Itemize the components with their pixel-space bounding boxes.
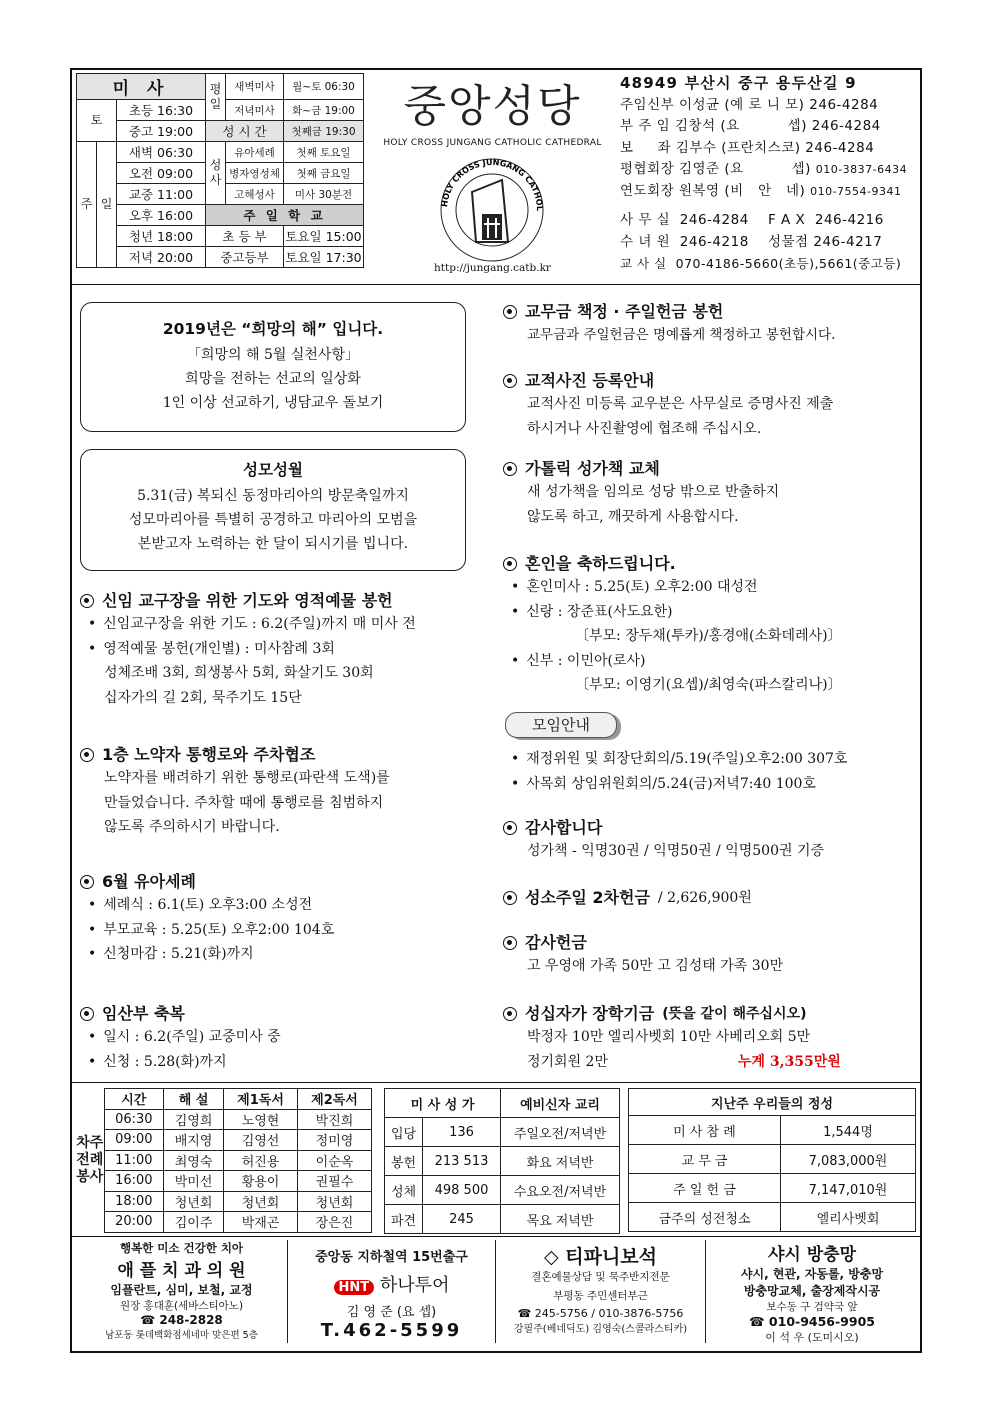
elder-section [80, 744, 480, 840]
collection-amount: / 2,626,900원 [657, 890, 752, 906]
table-row [76, 1191, 372, 1212]
duty-label: 차주전례봉사 [76, 1089, 104, 1233]
section-line: 〔부모: 이영기(요셉)/최영숙(파스칼리나)〕 [575, 677, 842, 693]
section-line: 박정자 10만 엘리사벳회 10만 사베리오회 5만 [527, 1029, 811, 1045]
cell: 입당 [385, 1118, 423, 1147]
ad-line: 임플란트, 심미, 보철, 교정 [110, 1283, 253, 1297]
ad-line: 행복한 미소 건강한 치아 [119, 1241, 244, 1255]
bullet-icon [503, 374, 517, 388]
cell: 09:00 [104, 1130, 164, 1151]
cell: 20:00 [104, 1212, 164, 1233]
staff-row: 평협회장 김영준 (요 셉) 010-3837-6434 [620, 161, 908, 177]
cell: 수요오전/저녁반 [501, 1176, 620, 1205]
section-title: 신임 교구장을 위한 기도와 영적예물 봉헌 [102, 591, 393, 610]
cell: 245 [423, 1205, 501, 1234]
cell: 파견 [385, 1205, 423, 1234]
sacrament-name: 유아세례 [226, 142, 284, 163]
cell: 498 500 [423, 1176, 501, 1205]
section-line: 고 우영애 가족 50만 고 김성태 가족 30만 [527, 958, 784, 974]
hope-line: 「희망의 해 5월 실천사항」 [187, 347, 359, 363]
weekday-label: 평일 [206, 74, 226, 121]
cell: 김이주 [164, 1212, 224, 1233]
sacrament-label: 성사 [206, 142, 226, 205]
divider [70, 284, 922, 285]
cell: 11:00 [104, 1150, 164, 1171]
cell: 주 일 헌 금 [629, 1174, 781, 1203]
cell: 청년회 [298, 1191, 372, 1212]
section-title: 가톨릭 성가책 교체 [525, 459, 660, 478]
sat-mass-2: 중고 19:00 [117, 121, 206, 142]
section-line: • 일시 : 6.2(주일) 교중미사 중 [80, 1025, 480, 1050]
ad-jewelry-title [496, 1242, 705, 1269]
section-title: 임산부 축복 [102, 1004, 185, 1023]
section-line: • 부모교육 : 5.25(토) 오후2:00 104호 [80, 918, 480, 943]
duty-header: 해 설 [164, 1089, 224, 1110]
cell: 7,147,010원 [781, 1174, 916, 1203]
ad-line: 방충망교체, 출장제작시공 [743, 1284, 881, 1298]
sacrament-time: 미사 30분전 [284, 184, 364, 205]
divider [70, 1082, 922, 1083]
address: 48949 부산시 중구 용두산길 9 [620, 74, 857, 92]
sunday-school-header: 주 일 학 교 [206, 205, 364, 226]
ad-travel [288, 1240, 496, 1343]
sun-mass-3: 교중 11:00 [117, 184, 206, 205]
holy-hour-name: 성 시 간 [206, 121, 284, 142]
cell: 권필수 [298, 1171, 372, 1192]
wedding-section [503, 553, 918, 698]
cell: 1,544명 [781, 1116, 916, 1145]
diamond-icon: ◇ [543, 1246, 559, 1268]
sunday-label-1: 주 [77, 142, 97, 268]
cell: 미 사 참 례 [629, 1116, 781, 1145]
section-line: 〔부모: 장두채(투카)/홍경애(소화데레사)〕 [575, 628, 842, 644]
section-title: 혼인을 축하드립니다. [525, 554, 676, 573]
bullet-icon [503, 821, 517, 835]
convent-phone: 수 녀 원 246-4218 성물점 246-4217 [620, 233, 883, 250]
scholarship-section [503, 1003, 918, 1074]
ad-line: 강필주(베네딕도) 김영숙(스콜라스티카) [513, 1324, 688, 1335]
meeting-pill: 모임안내 [505, 712, 617, 738]
section-line: 성체조배 3회, 희생봉사 5회, 화살기도 30회 [104, 665, 374, 681]
bullet-icon [503, 462, 517, 476]
pregnant-section [80, 1003, 480, 1074]
ad-title: 티파니보석 [565, 1246, 658, 1268]
section-line: 십자가의 길 2회, 묵주기도 15단 [104, 689, 302, 706]
table-row [629, 1203, 916, 1232]
section-title: 6월 유아세례 [102, 872, 196, 891]
ad-line: 샤시, 현관, 자동롤, 방충망 [740, 1267, 884, 1281]
section-line: • 재정위원 및 회장단회의/5.19(주일)오후2:00 307호 [503, 747, 918, 772]
cell: 금주의 성전청소 [629, 1203, 781, 1232]
staff-row: 주임신부 이성균 (예 로 니 모) 246-4284 [620, 96, 879, 113]
scholar-total: 누계 3,355만원 [737, 1053, 841, 1070]
ad-line: 부평동 주민센터부근 [553, 1290, 648, 1302]
section-line: • 사목회 상임위원회의/5.24(금)저녁7:40 100호 [503, 772, 918, 797]
cell: 황용이 [224, 1171, 298, 1192]
section-title: 교적사진 등록안내 [525, 371, 655, 390]
ad-title: 샤시 방충망 [767, 1245, 857, 1265]
divider [70, 1236, 922, 1237]
bullet-icon [503, 557, 517, 571]
ad-line: 결혼예물상담 및 묵주반지전문 [531, 1271, 670, 1283]
ad-travel-logo [288, 1271, 495, 1297]
table-row [76, 1109, 372, 1130]
section-line: • 신청마감 : 5.21(화)까지 [80, 942, 480, 967]
table-row [385, 1205, 620, 1234]
ad-phone: T.462-5599 [320, 1320, 463, 1341]
section-line: 하시거나 사진촬영에 협조해 주십시오. [527, 420, 762, 437]
office-phone: 사 무 실 246-4284 F A X 246-4216 [620, 212, 884, 228]
ad-dental [76, 1240, 288, 1343]
dues-section [503, 301, 918, 348]
baptism-section [80, 871, 480, 967]
table-row [76, 1171, 372, 1192]
ad-line: 이 석 우 (도미시오) [765, 1331, 859, 1343]
ad-line: ☎ 245-5756 / 010-3876-5756 [517, 1307, 684, 1320]
cell: 김영선 [224, 1130, 298, 1151]
stats-table [628, 1088, 916, 1232]
church-title: 중앙성당 [403, 81, 582, 132]
cell: 박진희 [298, 1109, 372, 1130]
cell: 06:30 [104, 1109, 164, 1130]
sacrament-time: 첫째 토요일 [284, 142, 364, 163]
ad-title: 하나투어 [379, 1275, 450, 1296]
table-row [385, 1118, 620, 1147]
bullet-icon [80, 1007, 94, 1021]
contact-info [620, 73, 918, 275]
cell: 주일오전/저녁반 [501, 1118, 620, 1147]
section-line: 새 성가책을 임의로 성당 밖으로 반출하지 [527, 484, 780, 500]
cell: 허진용 [224, 1150, 298, 1171]
church-seal-icon [432, 152, 552, 262]
cell: 엘리사벳회 [781, 1203, 916, 1232]
sunday-label-2: 일 [97, 142, 117, 268]
table-row [76, 1130, 372, 1151]
weekday-mass-time: 월~토 06:30 [284, 74, 364, 100]
holy-hour-time: 첫째금 19:30 [284, 121, 364, 142]
sacrament-name: 고해성사 [226, 184, 284, 205]
bullet-icon [503, 305, 517, 319]
section-line: • 신랑 : 장준표(사도요한) [503, 600, 918, 625]
section-title: 1층 노약자 통행로와 주차협조 [102, 745, 316, 764]
duty-table [76, 1088, 372, 1233]
cell: 7,083,000원 [781, 1145, 916, 1174]
section-line: • 신청 : 5.28(화)까지 [80, 1050, 480, 1075]
table-row [629, 1174, 916, 1203]
section-line: • 혼인미사 : 5.25(토) 오후2:00 대성전 [503, 575, 918, 600]
thanks-offering-section [503, 932, 918, 979]
sun-mass-2: 오전 09:00 [117, 163, 206, 184]
cell: 16:00 [104, 1171, 164, 1192]
table-row [629, 1145, 916, 1174]
mass-header: 미 사 [77, 74, 206, 100]
section-line: 성가책 - 익명30권 / 익명50권 / 익명500권 기증 [527, 843, 825, 859]
choir-header: 미 사 성 가 [385, 1089, 501, 1118]
section-line: 않도록 주의하시기 바랍니다. [104, 819, 280, 835]
section-line: 만들었습니다. 주차할 때에 통행로를 침범하지 [104, 794, 384, 811]
table-row [76, 1150, 372, 1171]
staff-row: 부 주 임 김창석 (요 셉) 246-4284 [620, 118, 881, 134]
section-line: 노약자를 배려하기 위한 통행로(파란색 도색)를 [104, 770, 390, 786]
ad-line: 원장 홍대훈(세바스티아노) [119, 1300, 244, 1312]
staff-row: 연도회장 원복영 (비 안 네) 010-7554-9341 [620, 182, 902, 199]
ad-jewelry [496, 1240, 706, 1343]
cell: 봉헌 [385, 1147, 423, 1176]
bullet-icon [80, 594, 94, 608]
cell: 교 무 금 [629, 1145, 781, 1174]
table-row [76, 1212, 372, 1233]
mary-line: 성모마리아를 특별히 공경하고 마리아의 모범을 [128, 512, 418, 528]
weekday-mass-time: 화~금 19:00 [284, 100, 364, 121]
church-seal-logo [432, 152, 552, 262]
hymnal-section [503, 458, 918, 529]
bishop-section [80, 590, 480, 710]
bullet-icon [80, 748, 94, 762]
section-title: 성십자가 장학기금 [525, 1004, 655, 1023]
section-line: • 영적예물 봉헌(개인별) : 미사참례 3회 [80, 637, 480, 662]
cell: 김영희 [164, 1109, 224, 1130]
cell: 배지영 [164, 1130, 224, 1151]
saturday-label: 토 [77, 100, 117, 142]
bullet-icon [80, 875, 94, 889]
church-subtitle: HOLY CROSS JUNGANG CATHOLIC CATHEDRAL [383, 138, 602, 148]
section-line: 교적사진 미등록 교우분은 사무실로 증명사진 제출 [527, 396, 834, 412]
cell: 박미선 [164, 1171, 224, 1192]
sacrament-time: 첫째 금요일 [284, 163, 364, 184]
teacher-phone: 교 사 실 070-4186-5660(초등),5661(중고등) [620, 256, 902, 271]
mass-schedule-table [76, 73, 364, 268]
cell: 18:00 [104, 1191, 164, 1212]
ad-line: ☎ 248-2828 [140, 1313, 223, 1327]
photo-section [503, 370, 918, 441]
thanks-section [503, 817, 918, 864]
sacrament-name: 병자영성체 [226, 163, 284, 184]
section-line: 않도록 하고, 깨끗하게 사용합시다. [527, 508, 739, 525]
scholar-note: (뜻을 같이 해주십시오) [662, 1006, 807, 1022]
cell: 정미영 [298, 1130, 372, 1151]
cell: 청년회 [224, 1191, 298, 1212]
sun-mass-1: 새벽 06:30 [117, 142, 206, 163]
sun-mass-5: 청년 18:00 [117, 226, 206, 247]
hope-title: 2019년은 “희망의 해” 입니다. [162, 320, 384, 338]
sat-mass-1: 초등 16:30 [117, 100, 206, 121]
section-line: • 세례식 : 6.1(토) 오후3:00 소성전 [80, 893, 480, 918]
ad-phone: ☎ 010-9456-9905 [749, 1314, 875, 1329]
mary-line: 본받고자 노력하는 한 달이 되시기를 빕니다. [137, 536, 409, 552]
table-row [629, 1116, 916, 1145]
second-collection-section [503, 887, 918, 909]
section-line: 정기회원 2만 누계 3,355만원 [503, 1050, 918, 1075]
seal-text: HOLY CROSS JUNGANG CATHOL [440, 157, 545, 212]
section-line: • 신부 : 이민아(로사) [503, 649, 918, 674]
cell: 노영현 [224, 1109, 298, 1130]
school-name: 초 등 부 [206, 226, 284, 247]
hope-year-box [80, 302, 466, 432]
mary-month-box [80, 449, 466, 571]
cell: 박재곤 [224, 1212, 298, 1233]
cell: 청년회 [164, 1191, 224, 1212]
duty-header: 제1독서 [224, 1089, 298, 1110]
bullet-icon [503, 891, 517, 905]
cell: 화요 저녁반 [501, 1147, 620, 1176]
cell: 목요 저녁반 [501, 1205, 620, 1234]
cell: 성체 [385, 1176, 423, 1205]
weekday-mass-name: 새벽미사 [226, 74, 284, 100]
church-url[interactable]: http://jungang.catb.kr [434, 262, 551, 274]
school-time: 토요일 15:00 [284, 226, 364, 247]
section-line: • 신임교구장을 위한 기도 : 6.2(주일)까지 매 미사 전 [80, 612, 480, 637]
school-name: 중고등부 [206, 247, 284, 268]
ad-line: 보수동 구 검약국 앞 [766, 1301, 858, 1313]
weekday-mass-name: 저녁미사 [226, 100, 284, 121]
cell: 213 513 [423, 1147, 501, 1176]
mary-line: 5.31(금) 복되신 동정마리아의 방문축일까지 [137, 488, 409, 504]
duty-header: 시간 [104, 1089, 164, 1110]
ad-title: 애 플 치 과 의 원 [117, 1261, 246, 1281]
hope-line: 희망을 전하는 선교의 일상화 [185, 371, 361, 387]
sun-mass-4: 오후 16:00 [117, 205, 206, 226]
bullet-icon [503, 1007, 517, 1021]
cell: 장은진 [298, 1212, 372, 1233]
ad-line: 김 영 준 (요 셉) [346, 1305, 437, 1320]
sun-mass-6: 저녁 20:00 [117, 247, 206, 268]
stats-header: 지난주 우리들의 정성 [629, 1089, 916, 1116]
school-time: 토요일 17:30 [284, 247, 364, 268]
duty-header: 제2독서 [298, 1089, 372, 1110]
ad-line: 남포동 롯데백화점세네마 맞은편 5층 [105, 1330, 258, 1341]
section-line: 교무금과 주일헌금은 명예롭게 책정하고 봉헌합시다. [527, 327, 836, 343]
ad-line: 중앙동 지하철역 15번출구 [315, 1250, 468, 1265]
table-row [385, 1176, 620, 1205]
hnt-logo-icon: HNT [334, 1280, 375, 1295]
table-row [385, 1147, 620, 1176]
choir-table [384, 1088, 620, 1234]
ad-screen [706, 1240, 918, 1343]
section-title: 성소주일 2차헌금 [525, 888, 650, 907]
catechism-header: 예비신자 교리 [501, 1089, 620, 1118]
mary-title: 성모성월 [243, 461, 303, 479]
hope-line: 1인 이상 선교하기, 냉담교우 돌보기 [162, 395, 384, 411]
section-title: 교무금 책정 · 주일헌금 봉헌 [525, 302, 724, 321]
staff-row: 보 좌 김부수 (프란치스코) 246-4284 [620, 139, 875, 156]
cell: 136 [423, 1118, 501, 1147]
cell: 최영숙 [164, 1150, 224, 1171]
section-title: 감사합니다 [525, 818, 603, 837]
section-title: 감사헌금 [525, 933, 587, 952]
bullet-icon [503, 936, 517, 950]
cell: 이순옥 [298, 1150, 372, 1171]
meetings-section [503, 747, 918, 796]
